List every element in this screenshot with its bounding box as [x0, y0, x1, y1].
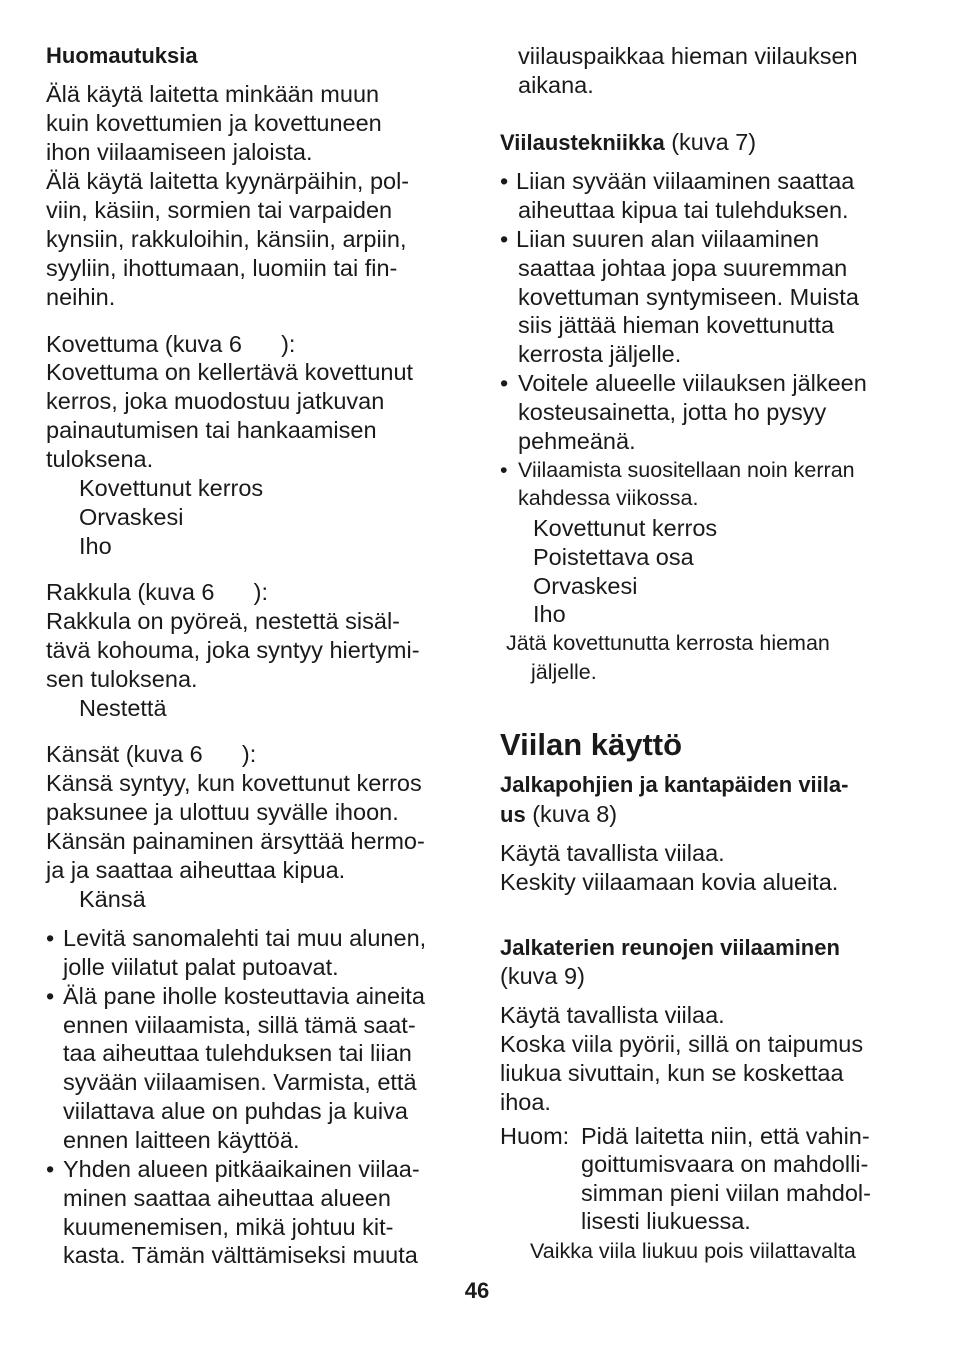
bullet-dot: •	[500, 226, 509, 252]
notes-text-line: ihon viilaamiseen jaloista.	[46, 139, 313, 165]
bullet-text-line: Levitä sanomalehti tai muu alunen,	[63, 925, 427, 951]
blister-title: Rakkula (kuva 6 ):	[46, 579, 269, 605]
callus-text-line: Kovettuma on kellertävä kovettunut	[46, 359, 414, 385]
bullet-text-line: ennen laitteen käyttöä.	[63, 1127, 300, 1153]
bullet-dot: •	[500, 168, 509, 194]
note-text-line: lisesti liukuessa.	[581, 1208, 751, 1234]
technique-bullet-line: Voitele alueelle viilauksen jälkeen	[518, 370, 867, 396]
technique-bullet-line: kovettuman syntymiseen. Muista	[518, 284, 859, 310]
blister-text-line: Rakkula on pyöreä, nestettä sisäl-	[46, 608, 400, 634]
bullet-dot: •	[500, 458, 508, 482]
bullet-text-line: Älä pane iholle kosteuttavia aineita	[63, 983, 425, 1009]
technique-heading	[500, 128, 756, 157]
edges-text-line: ihoa.	[500, 1089, 551, 1115]
last-line: Vaikka viila liukuu pois viilattavalta	[530, 1239, 856, 1263]
bullet-dot: •	[46, 1156, 55, 1182]
edges-text-line: Koska viila pyörii, sillä on taipumus	[500, 1031, 864, 1057]
notes-text-line: syyliin, ihottumaan, luomiin tai fin-	[46, 255, 398, 281]
bullet-text-line: minen saattaa aiheuttaa alueen	[63, 1185, 391, 1211]
bullet-dot: •	[500, 370, 509, 396]
callus-item: Orvaskesi	[79, 504, 184, 530]
technique-bullet-line: Liian syvään viilaaminen saattaa	[516, 168, 855, 194]
corn-text-line: paksunee ja ulottuu syvälle ihoon.	[46, 799, 399, 825]
technique-item: Kovettunut kerros	[533, 515, 718, 541]
edges-text-line: Käytä tavallista viilaa.	[500, 1002, 725, 1028]
blister-item: Nestettä	[79, 695, 167, 721]
callus-text-line: painautumisen tai hankaamisen	[46, 417, 377, 443]
edges-text-line: liukua sivuttain, kun se koskettaa	[500, 1060, 844, 1086]
note-text-line: simman pieni viilan mahdol-	[581, 1180, 871, 1206]
note-text-line: Pidä laitetta niin, että vahin-	[581, 1123, 870, 1149]
bullet-text-line: kasta. Tämän välttämiseksi muuta	[63, 1242, 418, 1268]
technique-item: Iho	[533, 601, 566, 627]
notes-text-line: kynsiin, rakkuloihin, känsiin, arpiin,	[46, 226, 407, 252]
callus-item: Kovettunut kerros	[79, 475, 264, 501]
notes-text-line: kuin kovettumien ja kovettuneen	[46, 110, 382, 136]
soles-heading-line: Jalkapohjien ja kantapäiden viila-	[500, 772, 849, 797]
page-number: 46	[464, 1278, 490, 1303]
bullet-text-line: jolle viilatut palat putoavat.	[63, 954, 339, 980]
technique-bullet-line: pehmeänä.	[518, 428, 636, 454]
soles-heading-ref: (kuva 8)	[525, 801, 618, 827]
bullet-text-line: ennen viilaamista, sillä tämä saat-	[63, 1012, 416, 1038]
bullet-text-line: Yhden alueen pitkäaikainen viilaa-	[63, 1156, 420, 1182]
bullet-text-line: kuumenemisen, mikä johtuu kit-	[63, 1214, 394, 1240]
edges-heading: Jalkaterien reunojen viilaaminen	[500, 935, 840, 960]
notes-text-line: neihin.	[46, 284, 116, 310]
note-label: Huom:	[500, 1123, 570, 1149]
corn-text-line: Känsän painaminen ärsyttää hermo-	[46, 828, 425, 854]
edges-heading-ref: (kuva 9)	[500, 963, 585, 989]
technique-bullet-line: kahdessa viikossa.	[518, 486, 699, 510]
callus-title: Kovettuma (kuva 6 ):	[46, 331, 296, 357]
blister-text-line: tävä kohouma, joka syntyy hiertymi-	[46, 637, 420, 663]
continued-text-line: viilauspaikkaa hieman viilauksen	[518, 43, 858, 69]
callus-text-line: kerros, joka muodostuu jatkuvan	[46, 388, 385, 414]
technique-bullet-line: saattaa johtaa jopa suuremman	[518, 255, 848, 281]
note-text-line: goittumisvaara on mahdolli-	[581, 1151, 869, 1177]
technique-bullet-line: siis jättää hieman kovettunutta	[518, 312, 835, 338]
blister-text-line: sen tuloksena.	[46, 666, 198, 692]
bullet-text-line: viilattava alue on puhdas ja kuiva	[63, 1098, 408, 1124]
bullet-text-line: taa aiheuttaa tulehduksen tai liian	[63, 1040, 412, 1066]
notes-text-line: viin, käsiin, sormien tai varpaiden	[46, 197, 393, 223]
technique-bullet-line: Liian suuren alan viilaaminen	[516, 226, 820, 252]
corn-title: Känsät (kuva 6 ):	[46, 741, 257, 767]
technique-bullet-line: aiheuttaa kipua tai tulehduksen.	[518, 197, 849, 223]
technique-bullet-line: kerrosta jäljelle.	[518, 341, 682, 367]
bullet-dot: •	[46, 983, 55, 1009]
bullet-dot: •	[46, 925, 55, 951]
technique-item: Poistettava osa	[533, 544, 694, 570]
technique-item: Orvaskesi	[533, 573, 638, 599]
technique-bullet-line: Viilaamista suositellaan noin kerran	[518, 458, 855, 482]
usage-heading: Viilan käyttö	[500, 727, 683, 762]
bullet-text-line: syvään viilaamisen. Varmista, että	[63, 1069, 417, 1095]
technique-heading-ref: (kuva 7)	[664, 129, 757, 155]
soles-heading-bold: us	[500, 802, 526, 827]
technique-bullet-line: kosteusainetta, jotta ho pysyy	[518, 399, 827, 425]
leave-note-line: Jätä kovettunutta kerrosta hieman	[506, 631, 830, 655]
soles-text-line: Keskity viilaamaan kovia alueita.	[500, 869, 839, 895]
corn-text-line: Känsä syntyy, kun kovettunut kerros	[46, 770, 422, 796]
soles-text-line: Käytä tavallista viilaa.	[500, 840, 725, 866]
callus-item: Iho	[79, 533, 112, 559]
soles-heading-line	[500, 800, 617, 829]
corn-text-line: ja ja saattaa aiheuttaa kipua.	[46, 857, 346, 883]
leave-note-line: jäljelle.	[531, 660, 597, 684]
callus-text-line: tuloksena.	[46, 446, 154, 472]
notes-text-line: Älä käytä laitetta kyynärpäihin, pol-	[46, 168, 410, 194]
notes-heading: Huomautuksia	[46, 43, 198, 68]
corn-item: Känsä	[79, 886, 146, 912]
continued-text-line: aikana.	[518, 72, 594, 98]
notes-text-line: Älä käytä laitetta minkään muun	[46, 81, 380, 107]
technique-heading-bold: Viilaustekniikka	[500, 130, 665, 155]
